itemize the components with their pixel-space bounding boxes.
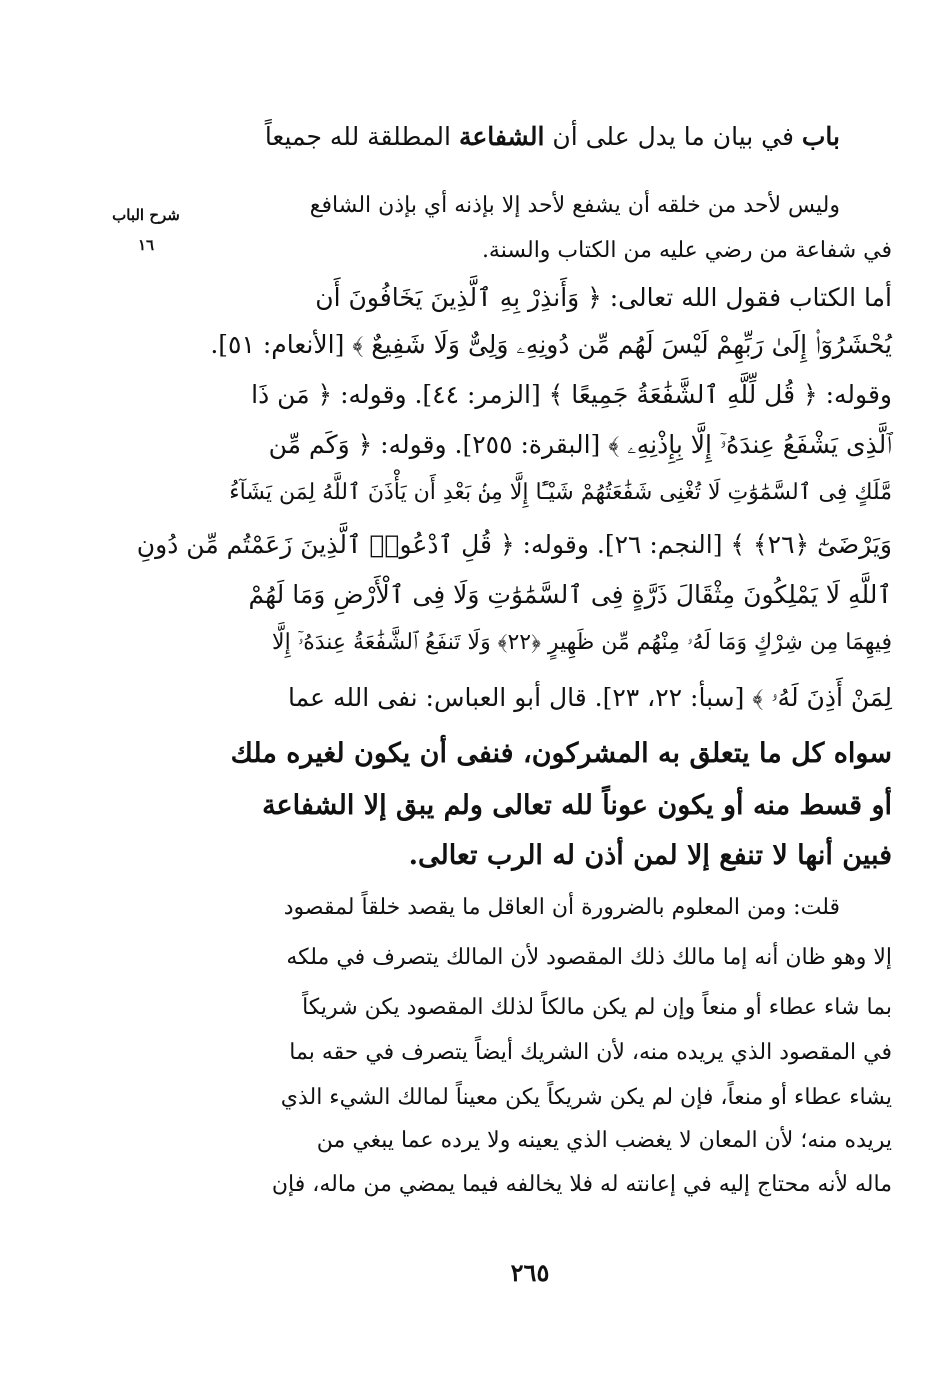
body-line: يريده منه؛ لأن المعان لا يغضب الذي يعينه ولا يرده عما يبغي من: [316, 1128, 892, 1153]
body-line: في شفاعة من رضي عليه من الكتاب والسنة.: [481, 238, 892, 263]
quran-line: أما الكتاب فقول الله تعالى: ﴿ وَأَنذِرْ بِهِ ٱلَّذِينَ يَخَافُونَ أَن: [315, 283, 892, 312]
chapter-heading: [265, 122, 840, 151]
heading-keyword: الشفاعة: [458, 122, 545, 151]
quran-line: وقوله: ﴿ قُل لِّلَّهِ ٱلشَّفَٰعَةُ جَمِيعًا ﴾ [الزمر: ٤٤]. وقوله: ﴿ مَن ذَا: [251, 380, 892, 409]
quran-line: يُحْشَرُوٓا۟ إِلَىٰ رَبِّهِمْ لَيْسَ لَهُم مِّن دُونِهِۦ وَلِىٌّ وَلَا شَفِيعٌ ﴾ [الأنعام: ٥١].: [210, 330, 892, 359]
quote-line: سواه كل ما يتعلق به المشركون، فنفى أن يكون لغيره ملك: [230, 738, 892, 769]
heading-prefix: باب: [801, 122, 840, 151]
quote-line: فبين أنها لا تنفع إلا لمن أذن له الرب تعالى.: [408, 840, 892, 871]
page-number: ٢٦٥: [510, 1258, 550, 1287]
margin-note-label: شرح الباب: [112, 206, 180, 224]
body-line: قلت: ومن المعلوم بالضرورة أن العاقل ما يقصد خلقاً لمقصود: [283, 895, 840, 920]
heading-text-1: في بيان ما يدل على أن: [544, 122, 802, 151]
quran-line: وَيَرْضَىٰٓ ﴿٢٦﴾ ﴾ [النجم: ٢٦]. وقوله: ﴿ قُلِ ٱدْعُوا۟ ٱلَّذِينَ زَعَمْتُم مِّن دُونِ: [136, 530, 892, 559]
margin-note: [100, 200, 192, 260]
quran-line: ٱلَّذِى يَشْفَعُ عِندَهُۥٓ إِلَّا بِإِذْنِهِۦ ﴾ [البقرة: ٢٥٥]. وقوله: ﴿ وَكَم مِّن: [268, 430, 892, 459]
body-line: يشاء عطاء أو منعاً، فإن لم يكن شريكاً يكن معيناً لمالك الشيء الذي: [280, 1085, 892, 1110]
heading-text-2: المطلقة لله جميعاً: [264, 122, 459, 151]
quote-line: أو قسط منه أو يكون عوناً لله تعالى ولم يبق إلا الشفاعة: [262, 790, 892, 821]
body-line: في المقصود الذي يريده منه، لأن الشريك أيضاً يتصرف في حقه بما: [289, 1040, 892, 1065]
quran-line: لِمَنْ أَذِنَ لَهُۥ ﴾ [سبأ: ٢٢، ٢٣]. قال أبو العباس: نفى الله عما: [288, 683, 892, 712]
body-line: بما شاء عطاء أو منعاً وإن لم يكن مالكاً لذلك المقصود يكن شريكاً: [302, 995, 892, 1020]
quran-line: ٱللَّهِ لَا يَمْلِكُونَ مِثْقَالَ ذَرَّةٍ فِى ٱلسَّمَٰوَٰتِ وَلَا فِى ٱلْأَرْضِ وَمَا لَهُمْ: [248, 580, 892, 609]
margin-note-number: ١٦: [137, 236, 155, 254]
body-line: إلا وهو ظان أنه إما مالك ذلك المقصود لأن المالك يتصرف في ملكه: [286, 945, 892, 970]
quran-line: فِيهِمَا مِن شِرْكٍ وَمَا لَهُۥ مِنْهُم مِّن ظَهِيرٍ ﴿٢٢﴾ وَلَا تَنفَعُ ٱلشَّفَٰعَةُ عِندَهُۥٓ إِلَّا: [272, 630, 892, 655]
body-line: وليس لأحد من خلقه أن يشفع لأحد إلا بإذنه أي بإذن الشافع: [309, 193, 840, 218]
body-line: ماله لأنه محتاج إليه في إعانته له فلا يخالفه فيما يمضي من ماله، فإن: [271, 1172, 892, 1197]
quran-line: مَّلَكٍ فِى ٱلسَّمَٰوَٰتِ لَا تُغْنِى شَفَٰعَتُهُمْ شَيْـًٔا إِلَّا مِنۢ بَعْدِ أَن يَأْذَنَ ٱللَّهُ لِمَن يَشَآءُ: [229, 480, 892, 505]
